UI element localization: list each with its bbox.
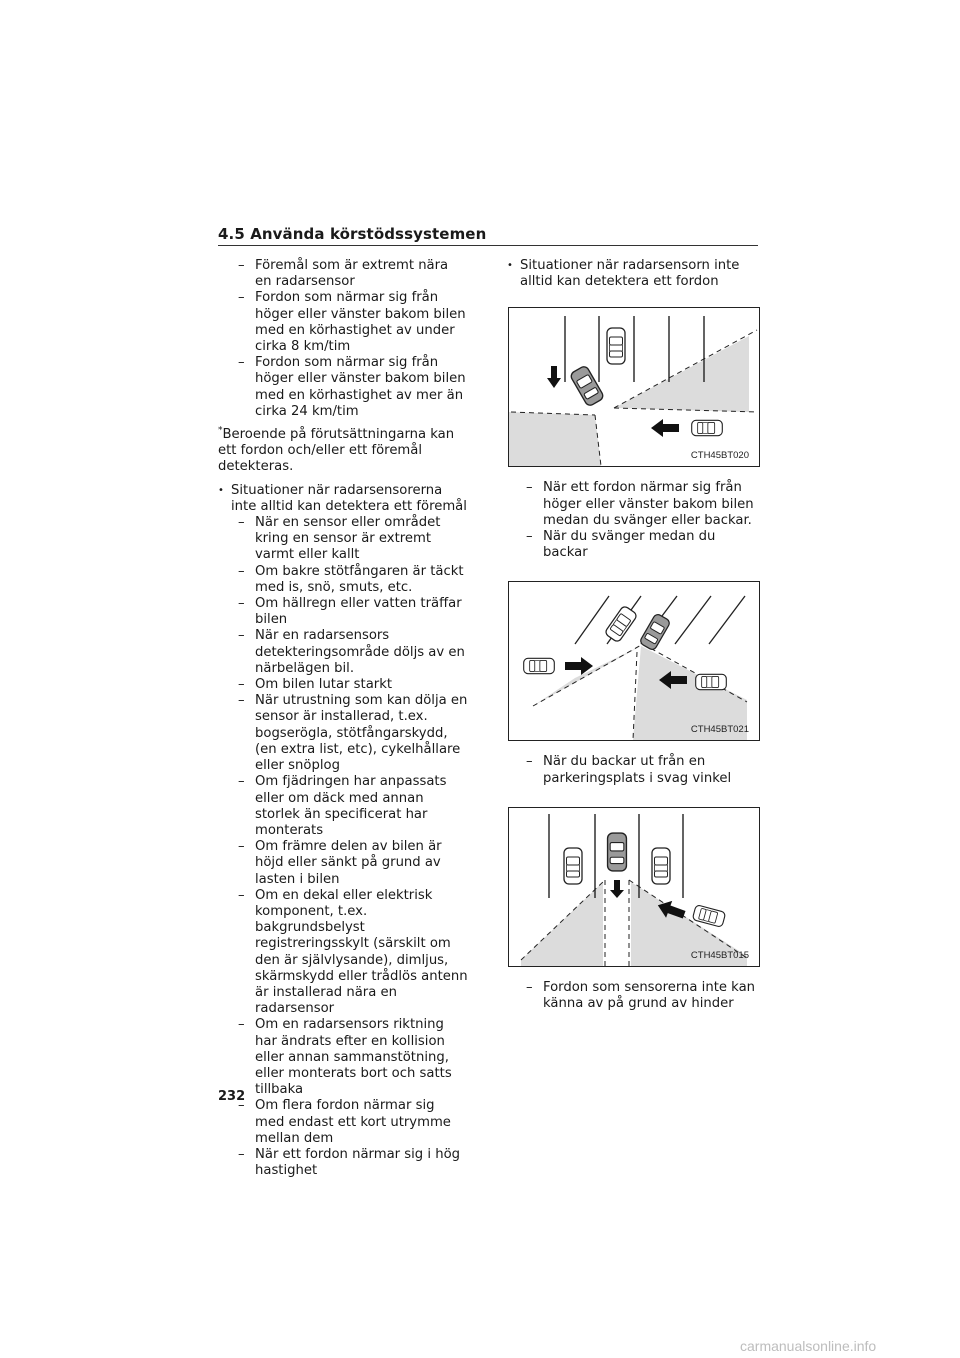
figure-2-illustration: [509, 582, 759, 740]
list-item: – Om fjädringen har anpassats eller om däck med annan storlek än specificerat har monterats: [238, 774, 468, 839]
figure-code: CTH45BT021: [690, 724, 749, 736]
section-title: 4.5 Använda körstödssystemen: [218, 225, 487, 243]
list-item: – När ett fordon närmar sig från höger eller vänster bakom bilen medan du svänger eller backar.: [526, 480, 759, 529]
left-column: [218, 258, 468, 1179]
list-item: – Om en dekal eller elektrisk komponent, t.ex. bakgrundsbelyst registreringsskylt (särskilt om den är självlysande), dimljus, skärmskydd eller trådlös antenn är installerad nära en radarsensor: [238, 888, 468, 1018]
section-header: [218, 224, 758, 246]
footnote-text: Beroende på förutsättningarna kan ett fordon och/eller ett föremål detekteras.: [218, 427, 455, 475]
list-item: – Om flera fordon närmar sig med endast ett kort utrymme mellan dem: [238, 1098, 468, 1147]
figure-reversing-out-obstructed: [508, 807, 760, 967]
list-item: – När en sensor eller området kring en sensor är extremt varmt eller kallt: [238, 515, 468, 564]
footnote-mark: *: [218, 425, 223, 436]
figure-code: CTH45BT020: [690, 450, 749, 462]
figure-3-illustration: [509, 808, 759, 966]
list-item: – Om bakre stötfångaren är täckt med is, snö, smuts, etc.: [238, 564, 468, 596]
list-item: – När ett fordon närmar sig i hög hastighet: [238, 1147, 468, 1179]
list-item: – Fordon som sensorerna inte kan känna av på grund av hinder: [526, 980, 759, 1012]
list-item: – Om bilen lutar starkt: [238, 677, 468, 693]
watermark: carmanualsonline.info: [740, 1338, 877, 1354]
list-item: – När utrustning som kan dölja en sensor är installerad, t.ex. bogserögla, stötfångarskydd, (en extra list, etc), cykelhållare eller snöplog: [238, 693, 468, 774]
figure-reversing-turning: [508, 581, 760, 741]
list-item: – Om främre delen av bilen är höjd eller sänkt på grund av lasten i bilen: [238, 839, 468, 888]
figure-blind-spot-turning: [508, 307, 760, 467]
right-column: [507, 258, 759, 1012]
list-item: – När en radarsensors detekteringsområde döljs av en närbelägen bil.: [238, 628, 468, 677]
list-item: – När du backar ut från en parkeringsplats i svag vinkel: [526, 754, 759, 786]
list-item: – Om hällregn eller vatten träffar bilen: [238, 596, 468, 628]
page-number: 232: [218, 1089, 246, 1104]
figure-code: CTH45BT015: [690, 949, 749, 961]
figure-1-illustration: [509, 308, 759, 466]
bullet-item: • Situationer när radarsensorerna inte alltid kan detektera ett föremål: [218, 483, 468, 515]
list-item: – Fordon som närmar sig från höger eller vänster bakom bilen med en körhastighet av under cirka 8 km/tim: [238, 290, 468, 355]
list-item: – När du svänger medan du backar: [526, 529, 759, 561]
list-item: – Om en radarsensors riktning har ändrats efter en kollision eller annan sammanstötning, eller monterats bort och satts tillbaka: [238, 1017, 468, 1098]
list-item: – Föremål som är extremt nära en radarsensor: [238, 258, 468, 290]
bullet-item: • Situationer när radarsensorn inte alltid kan detektera ett fordon: [507, 258, 759, 290]
list-item: – Fordon som närmar sig från höger eller vänster bakom bilen med en körhastighet av mer än cirka 24 km/tim: [238, 355, 468, 420]
footnote: [218, 427, 468, 476]
